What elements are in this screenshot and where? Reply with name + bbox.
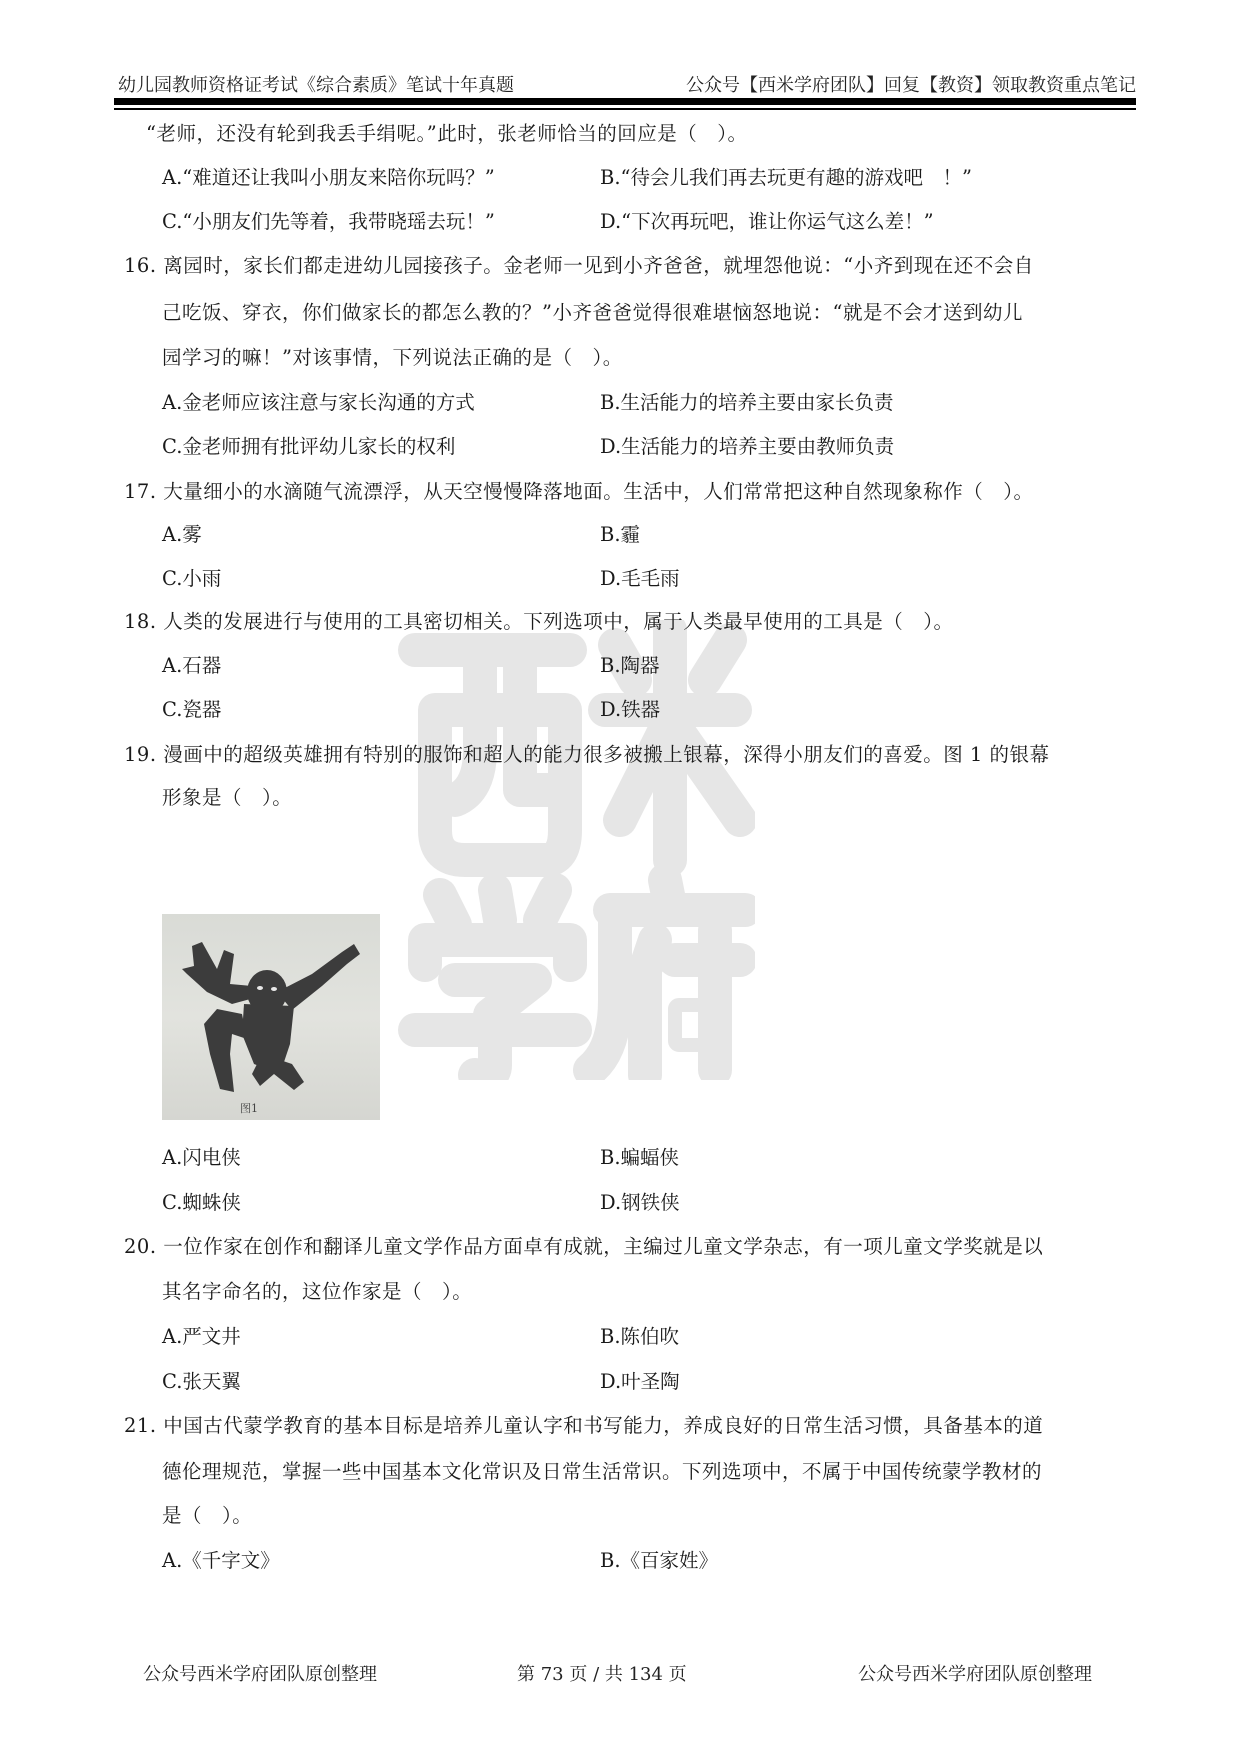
q16-stem-line-3: 园学习的嘛！”对该事情，下列说法正确的是（ ）。 [162,346,623,369]
q16-option-d: D.生活能力的培养主要由教师负责 [600,435,895,458]
footer-right: 公众号西米学府团队原创整理 [858,1664,1092,1685]
q18-stem-line-1: 18. 人类的发展进行与使用的工具密切相关。下列选项中，属于人类最早使用的工具是（ ）。 [124,610,954,633]
q16-stem-line-1: 16. 离园时，家长们都走进幼儿园接孩子。金老师一见到小齐爸爸，就埋怨他说：“小齐到现在还不会自 [124,254,1034,277]
q17-stem-line-1: 17. 大量细小的水滴随气流漂浮，从天空慢慢降落地面。生活中，人们常常把这种自然现象称作（ ）。 [124,480,1034,503]
header-bar [118,72,1136,96]
q20-option-b: B.陈伯吹 [600,1325,680,1348]
q16-stem-line-2: 己吃饭、穿衣，你们做家长的都怎么教的？”小齐爸爸觉得很难堪恼怒地说：“就是不会才送到幼儿 [162,301,1023,324]
figure-1-image [162,914,380,1120]
q20-number: 20. [124,1235,157,1258]
q18-option-c: C.瓷器 [162,698,222,721]
q15-option-b: B.“待会儿我们再去玩更有趣的游戏吧 ！” [600,166,972,189]
q19-stem-line-2: 形象是（ ）。 [162,786,293,809]
q16-option-b: B.生活能力的培养主要由家长负责 [600,391,894,414]
q17-option-b: B.霾 [600,523,641,546]
header-promo: 公众号【西米学府团队】回复【教资】领取教资重点笔记 [686,75,1136,96]
q20-option-c: C.张天翼 [162,1370,241,1393]
q19-number: 19. [124,743,157,766]
q19-stem-line-1: 19. 漫画中的超级英雄拥有特别的服饰和超人的能力很多被搬上银幕，深得小朋友们的喜爱。图 1 的银幕 [124,743,1050,766]
q21-stem-line-3: 是（ ）。 [162,1504,253,1527]
q20-option-a: A.严文井 [162,1325,241,1348]
q16-option-a: A.金老师应该注意与家长沟通的方式 [162,391,475,414]
q19-option-b: B.蝙蝠侠 [600,1146,680,1169]
q21-stem-line-2: 德伦理规范，掌握一些中国基本文化常识及日常生活常识。下列选项中，不属于中国传统蒙学教材的 [162,1460,1043,1483]
q18-option-d: D.铁器 [600,698,661,721]
q16-option-c: C.金老师拥有批评幼儿家长的权利 [162,435,456,458]
q18-option-b: B.陶器 [600,654,660,677]
header-title: 幼儿园教师资格证考试《综合素质》笔试十年真题 [118,75,514,96]
header-rule-thin [114,108,1136,110]
q15-option-d: D.“下次再玩吧，谁让你运气这么差！” [600,210,934,233]
footer-left: 公众号西米学府团队原创整理 [143,1664,377,1685]
header-rule-thick [114,98,1136,105]
q17-number: 17. [124,480,157,503]
q21-option-a: A.《千字文》 [162,1549,280,1572]
q18-number: 18. [124,610,157,633]
q15-option-c: C.“小朋友们先等着，我带晓瑶去玩！” [162,210,495,233]
q18-option-a: A.石器 [162,654,222,677]
watermark-logo [395,620,755,1080]
q21-stem-line-1: 21. 中国古代蒙学教育的基本目标是培养儿童认字和书写能力，养成良好的日常生活习惯，具备基本的道 [124,1414,1044,1437]
spider-hero-silhouette-icon [162,914,380,1120]
q17-option-d: D.毛毛雨 [600,567,680,590]
q20-option-d: D.叶圣陶 [600,1370,680,1393]
q17-option-c: C.小雨 [162,567,222,590]
q15-stem-line: “老师，还没有轮到我丢手绢呢。”此时，张老师恰当的回应是（ ）。 [146,122,748,145]
q15-option-a: A.“难道还让我叫小朋友来陪你玩吗？” [162,166,495,189]
q20-stem-line-1: 20. 一位作家在创作和翻译儿童文学作品方面卓有成就，主编过儿童文学杂志，有一项儿童文学奖就是以 [124,1235,1044,1258]
q17-option-a: A.雾 [162,523,202,546]
q19-option-c: C.蜘蛛侠 [162,1191,241,1214]
q19-option-d: D.钢铁侠 [600,1191,680,1214]
page-number: 第 73 页 / 共 134 页 [517,1664,687,1685]
q21-option-b: B.《百家姓》 [600,1549,719,1572]
q20-stem-line-2: 其名字命名的，这位作家是（ ）。 [162,1280,473,1303]
figure-caption: 图1 [240,1102,258,1115]
q16-number: 16. [124,254,157,277]
q21-number: 21. [124,1414,157,1437]
q19-option-a: A.闪电侠 [162,1146,241,1169]
